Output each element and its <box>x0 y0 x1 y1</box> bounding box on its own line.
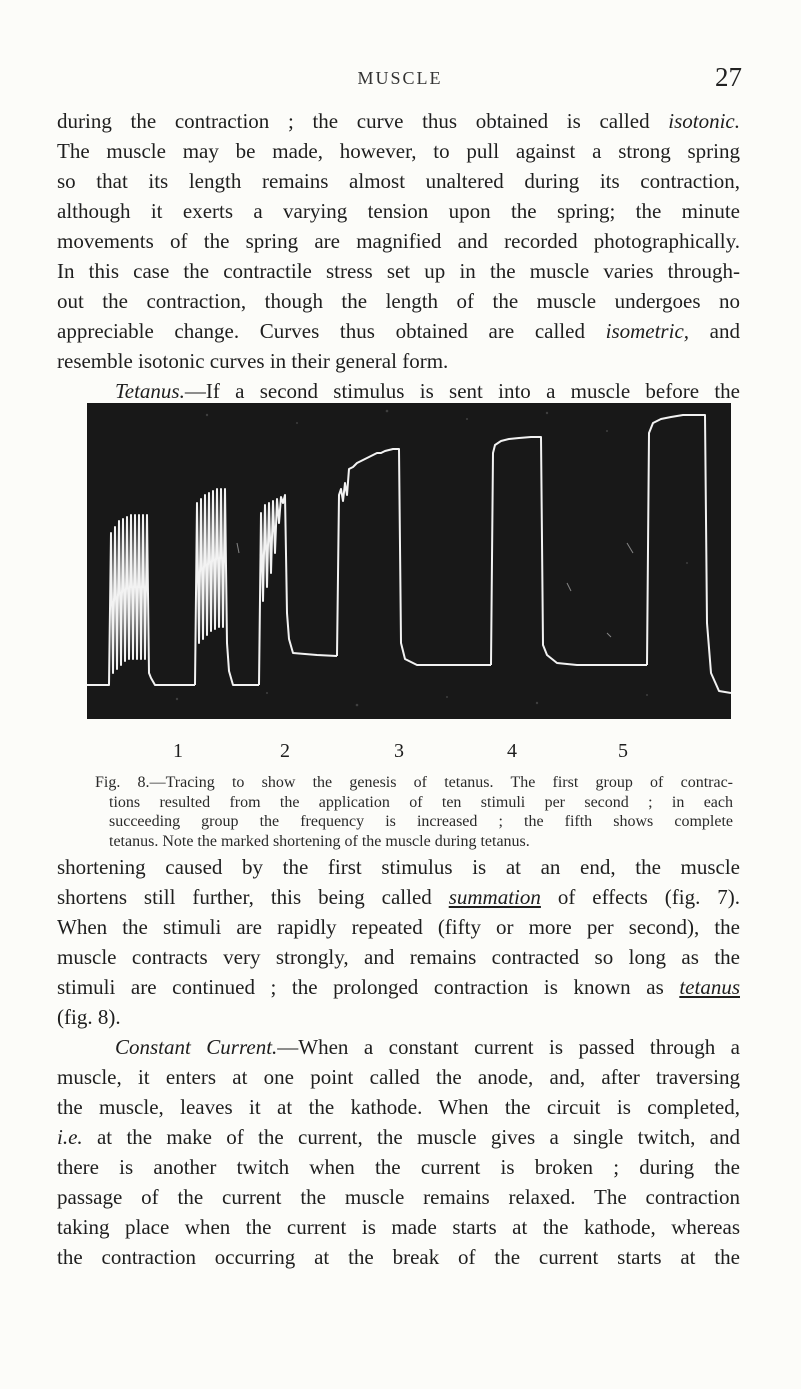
text-line: (fig. 8). <box>57 1005 121 1029</box>
text-line: appreciable change. Curves thus obtained are called isometric, and <box>57 319 740 343</box>
text-line: resemble isotonic curves in their general form. <box>57 349 449 373</box>
heading-constant-current: Constant Current. <box>115 1035 278 1059</box>
text-line: movements of the spring are magnified and recorded photographically. <box>57 229 740 253</box>
text-line: out the contraction, though the length of the muscle undergoes no <box>57 289 740 313</box>
text-line: When the stimuli are rapidly repeated (fifty or more per second), the <box>57 915 740 939</box>
paragraph-isotonic-isometric <box>57 106 740 406</box>
figure-label: Fig. 8. <box>95 774 150 791</box>
caption-line: succeeding group the frequency is increased ; the fifth shows complete <box>109 813 733 830</box>
text-line: muscle contracts very strongly, and remains contracted so long as the <box>57 945 740 969</box>
text-line: muscle, it enters at one point called the anode, and, after traversing <box>57 1065 740 1089</box>
group-label: 2 <box>280 740 290 762</box>
caption-line: tetanus. Note the marked shortening of the muscle during tetanus. <box>109 832 530 850</box>
tetanus-tracing-figure <box>87 403 731 719</box>
group-label: 3 <box>394 740 404 762</box>
text-line: so that its length remains almost unaltered during its contraction, <box>57 169 740 193</box>
term-isotonic: isotonic. <box>668 109 740 133</box>
text-line: The muscle may be made, however, to pull against a strong spring <box>57 139 740 163</box>
text-line: the muscle, leaves it at the kathode. When the circuit is completed, <box>57 1095 740 1119</box>
group-label: 4 <box>507 740 517 762</box>
text-line: In this case the contractile stress set up in the muscle varies through- <box>57 259 740 283</box>
text-line: i.e. at the make of the current, the muscle gives a single twitch, and <box>57 1125 740 1149</box>
term-tetanus: tetanus <box>679 975 740 999</box>
caption-line: Fig. 8.—Tracing to show the genesis of tetanus. The first group of contrac- <box>95 774 734 791</box>
running-head: MUSCLE <box>357 68 443 88</box>
figure-caption <box>95 773 733 851</box>
text-line: the contraction occurring at the break of the current starts at the <box>57 1245 740 1269</box>
heading-tetanus: Tetanus. <box>115 379 185 403</box>
text-line: shortens still further, this being called summation of effects (fig. 7). <box>57 885 740 909</box>
text-line: although it exerts a varying tension upon the spring; the minute <box>57 199 740 223</box>
page-number: 27 <box>715 62 742 92</box>
term-isometric: isometric, <box>605 319 690 343</box>
text-line: stimuli are continued ; the prolonged contraction is known as tetanus <box>57 975 740 999</box>
text-line: there is another twitch when the current is broken ; during the <box>57 1155 740 1179</box>
text-line: shortening caused by the first stimulus is at an end, the muscle <box>57 855 740 879</box>
group-label: 5 <box>618 740 628 762</box>
group-label: 1 <box>173 740 183 762</box>
text-line: Tetanus.—If a second stimulus is sent into a muscle before the <box>115 379 740 403</box>
figure-group-labels <box>0 740 801 766</box>
page-header <box>60 62 740 98</box>
abbrev-ie: i.e. <box>57 1125 83 1149</box>
paragraph-summation-constant-current <box>57 852 740 1272</box>
text-line: Constant Current.—When a constant current is passed through a <box>115 1035 740 1059</box>
term-summation: summation <box>448 885 541 909</box>
text-line: during the contraction ; the curve thus obtained is called isotonic. <box>57 109 740 133</box>
caption-line: tions resulted from the application of ten stimuli per second ; in each <box>109 793 733 811</box>
text-line: taking place when the current is made starts at the kathode, whereas <box>57 1215 740 1239</box>
tracing-image <box>87 403 731 719</box>
text-line: passage of the current the muscle remains relaxed. The contraction <box>57 1185 740 1209</box>
